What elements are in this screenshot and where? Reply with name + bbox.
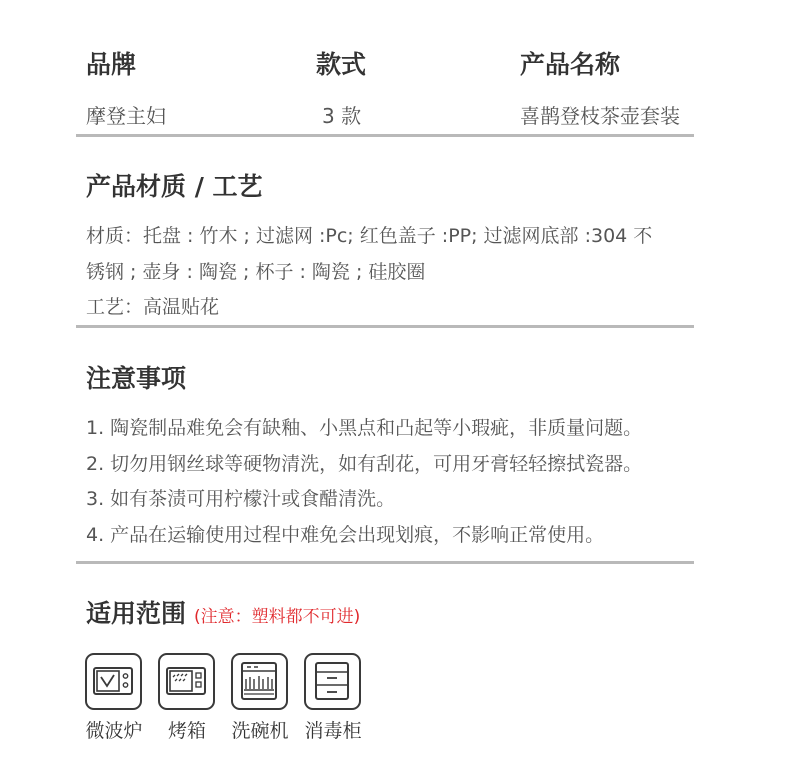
brand-header: 品牌 (86, 50, 137, 79)
style-value: 3 款 (322, 104, 362, 128)
oven-icon (158, 653, 215, 710)
note-item: 1. 陶瓷制品难免会有缺釉、小黑点和凸起等小瑕疵，非质量问题。 (86, 417, 643, 439)
product-name-value: 喜鹊登枝茶壶套装 (520, 104, 680, 128)
material-title: 产品材质 / 工艺 (86, 172, 263, 201)
dishwasher-label: 洗碗机 (231, 720, 289, 742)
usage-title-text: 适用范围 (86, 599, 187, 628)
note-item: 4. 产品在运输使用过程中难免会出现划痕，不影响正常使用。 (86, 524, 605, 546)
usage-warning-note: (注意：塑料都不可进) (194, 607, 361, 627)
disinfection-cabinet-label: 消毒柜 (304, 720, 362, 742)
brand-value: 摩登主妇 (86, 104, 166, 128)
craft-line: 工艺：高温贴花 (86, 296, 220, 318)
disinfection-cabinet-icon (304, 653, 361, 710)
notes-title: 注意事项 (86, 364, 187, 393)
style-header: 款式 (316, 50, 367, 79)
product-name-header: 产品名称 (520, 50, 621, 79)
note-item: 3. 如有茶渍可用柠檬汁或食醋清洗。 (86, 488, 396, 510)
dishwasher-icon (231, 653, 288, 710)
note-item: 2. 切勿用钢丝球等硬物清洗，如有刮花，可用牙膏轻轻擦拭瓷器。 (86, 453, 643, 475)
microwave-label: 微波炉 (85, 720, 143, 742)
material-line: 锈钢 ; 壶身 : 陶瓷 ; 杯子 : 陶瓷 ; 硅胶圈 (86, 261, 426, 283)
divider (76, 561, 694, 564)
usage-title (86, 594, 360, 630)
oven-label: 烤箱 (167, 720, 206, 742)
divider (76, 325, 694, 328)
divider (76, 134, 694, 137)
microwave-icon (85, 653, 142, 710)
material-line: 材质：托盘 : 竹木 ; 过滤网 :Pc; 红色盖子 :PP; 过滤网底部 :304 不 (86, 225, 653, 247)
